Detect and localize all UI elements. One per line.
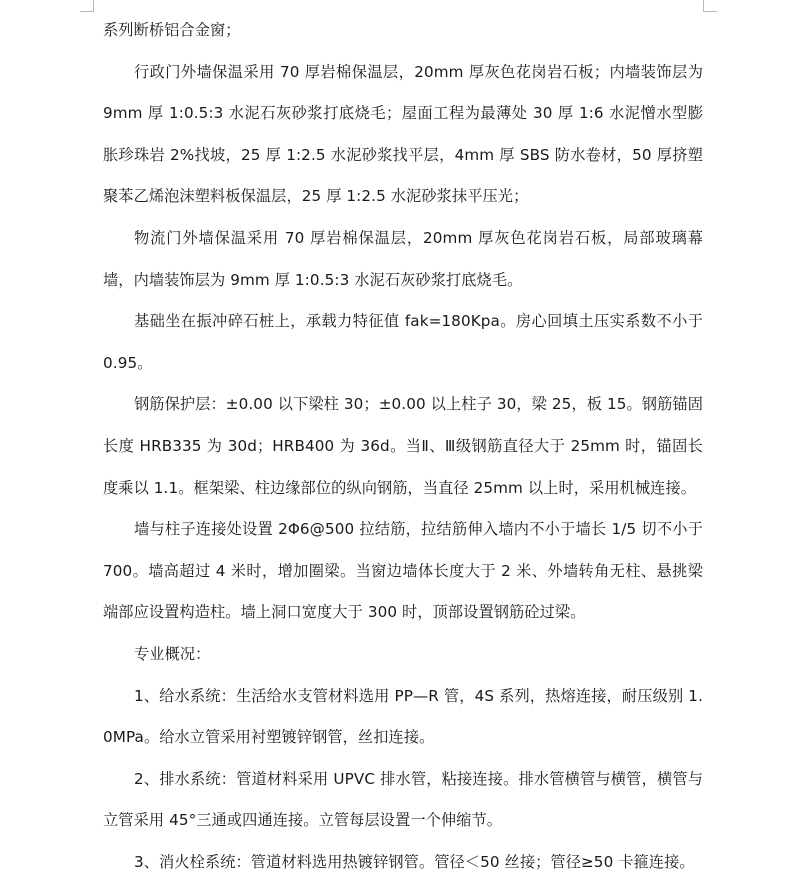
paragraph-wall-column: 墙与柱子连接处设置 2Φ6@500 拉结筋，拉结筋伸入墙内不小于墙长 1/5 切不小于 700。墙高超过 4 米时，增加圈梁。当窗边墙体长度大于 2 米、外墙转角无柱、悬挑梁端部应设置构造柱。墙上洞口宽度大于 300 时，顶部设置钢筋砼过梁。 <box>103 520 703 622</box>
crop-mark-top-right <box>703 0 704 11</box>
document-body <box>103 0 703 877</box>
paragraph-drainage: 2、排水系统：管道材料采用 UPVC 排水管，粘接连接。排水管横管与横管，横管与立管采用 45°三通或四通连接。立管每层设置一个伸缩节。 <box>103 769 703 830</box>
crop-mark-top-left <box>93 0 94 11</box>
paragraph-window-spec: 系列断桥铝合金窗； <box>103 21 241 39</box>
paragraph-fire-hydrant: 3、消火栓系统：管道材料选用热镀锌钢管。管径＜50 丝接；管径≥50 卡箍连接。 <box>134 852 695 871</box>
paragraph-water-supply: 1、给水系统：生活给水支管材料选用 PP—R 管，4S 系列，热熔连接，耐压级别 1.0MPa。给水立管采用衬塑镀锌钢管，丝扣连接。 <box>103 686 703 747</box>
paragraph-specialty-heading: 专业概况： <box>134 644 211 663</box>
crop-mark-top-left-h <box>80 11 94 12</box>
paragraph-foundation: 基础坐在振冲碎石桩上，承载力特征值 fak=180Kpa。房心回填土压实系数不小于 0.95。 <box>103 312 703 372</box>
paragraph-logistics-wall: 物流门外墙保温采用 70 厚岩棉保温层，20mm 厚灰色花岗岩石板，局部玻璃幕墙，内墙装饰层为 9mm 厚 1:0.5:3 水泥石灰砂浆打底烧毛。 <box>103 228 703 289</box>
paragraph-rebar: 钢筋保护层：±0.00 以下梁柱 30；±0.00 以上柱子 30，梁 25，板 15。钢筋锚固长度 HRB335 为 30d；HRB400 为 36d。当Ⅱ、Ⅲ级钢筋直径大于 25mm 时，锚固长度乘以 1.1。框架梁、柱边缘部位的纵向钢筋，当直径 25mm 以上时，采用机械连接。 <box>103 395 703 497</box>
crop-mark-top-right-h <box>703 11 717 12</box>
paragraph-admin-wall: 行政门外墙保温采用 70 厚岩棉保温层，20mm 厚灰色花岗岩石板；内墙装饰层为 9mm 厚 1:0.5:3 水泥石灰砂浆打底烧毛；屋面工程为最薄处 30 厚 1:6 水泥憎水型膨胀珍珠岩 2%找坡，25 厚 1:2.5 水泥砂浆找平层，4mm 厚 SBS 防水卷材，50 厚挤塑聚苯乙烯泡沫塑料板保温层，25 厚 1:2.5 水泥砂浆抹平压光； <box>103 62 703 206</box>
